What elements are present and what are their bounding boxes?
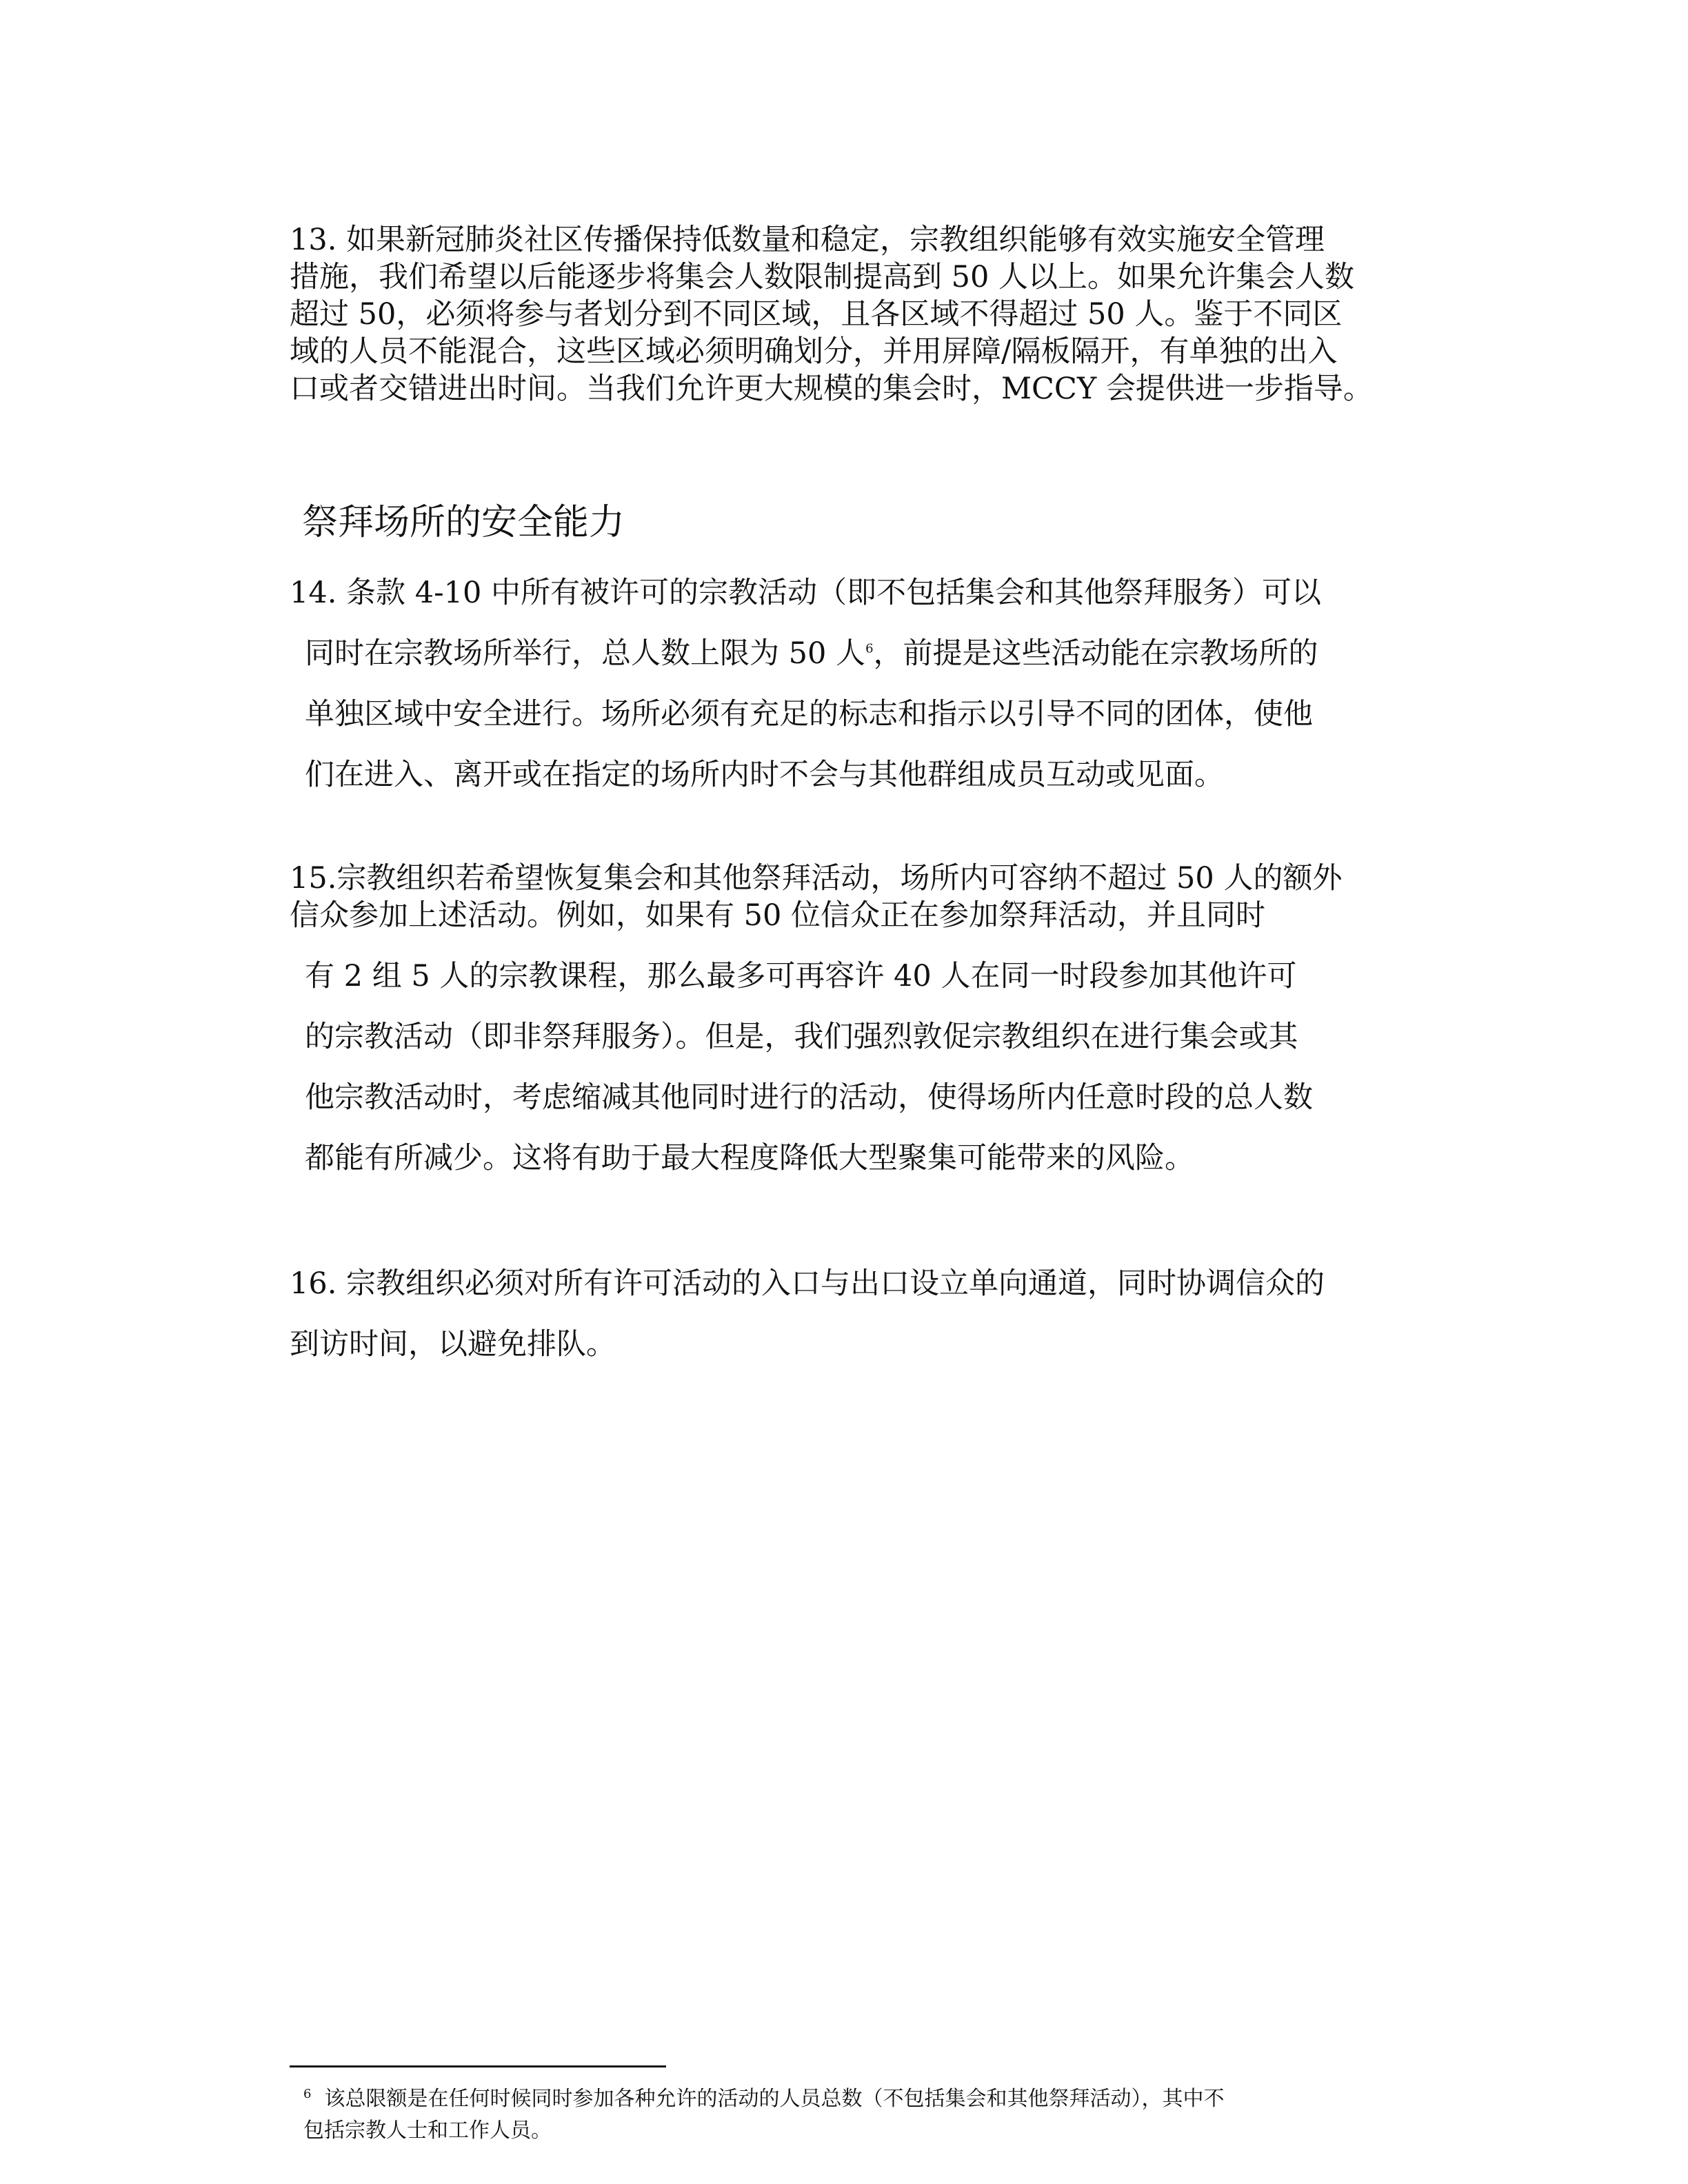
paragraph-15-line-1 — [290, 858, 1342, 899]
paragraph-14-line-3: 单独区域中安全进行。场所必须有充足的标志和指示以引导不同的团体，使他 — [305, 697, 1313, 731]
paragraph-14-line-2-start: 同时在宗教场所举行， — [305, 636, 601, 671]
paragraph-13-line-4: 域的人员不能混合，这些区域必须明确划分，并用屏障/隔板隔开，有单独的出入 — [290, 334, 1338, 369]
footnote-line-2: 包括宗教人士和工作人员。 — [303, 2119, 552, 2143]
paragraph-13-line-2: 措施，我们希望以后能逐步将集会人数限制提高到 50 人以上。如果允许集会人数 — [290, 260, 1355, 294]
paragraph-15-line-2-rest: 例如，如果有 50 位信众正在参加祭拜活动，并且同时 — [556, 898, 1266, 933]
section-heading: 祭拜场所的安全能力 — [302, 502, 625, 543]
paragraph-13-line-3: 超过 50，必须将参与者划分到不同区域，且各区域不得超过 50 人。鉴于不同区 — [290, 297, 1343, 332]
paragraph-15-line-6: 都能有所减少。这将有助于最大程度降低大型聚集可能带来的风险。 — [305, 1141, 1194, 1175]
footnote-separator — [290, 2065, 666, 2067]
footnote-marker: 6 — [303, 2087, 312, 2101]
footnote-line-1 — [303, 2085, 1225, 2114]
paragraph-14-line-1: 14. 条款 4-10 中所有被许可的宗教活动（即不包括集会和其他祭拜服务）可以 — [290, 576, 1321, 610]
paragraph-15-line-5: 他宗教活动时，考虑缩减其他同时进行的活动，使得场所内任意时段的总人数 — [305, 1080, 1313, 1115]
footnote-text-line-1: 该总限额是在任何时候同时参加各种允许的活动的人员总数（不包括集会和其他祭拜活动），其中不 — [324, 2087, 1225, 2111]
paragraph-16-line-1: 16. 宗教组织必须对所有许可活动的入口与出口设立单向通道，同时协调信众的 — [290, 1266, 1325, 1301]
paragraph-14-line-2 — [305, 633, 1318, 674]
paragraph-13-line-5: 口或者交错进出时间。当我们允许更大规模的集会时，MCCY 会提供进一步指导。 — [290, 372, 1373, 406]
paragraph-15-line-2 — [290, 895, 1265, 936]
paragraph-15-bold-line-1: 宗教组织若希望恢复集会和其他祭拜活动，场所内可容纳不超过 50 人的额外 — [336, 861, 1343, 896]
paragraph-15-number: 15. — [290, 861, 337, 896]
footnote-reference: 6 — [865, 641, 874, 656]
paragraph-15-line-4: 的宗教活动（即非祭拜服务）。但是，我们强烈敦促宗教组织在进行集会或其 — [305, 1020, 1298, 1054]
paragraph-15-bold-line-2: 信众参加上述活动。 — [290, 898, 556, 933]
paragraph-16-line-2: 到访时间，以避免排队。 — [290, 1327, 616, 1362]
paragraph-15-line-3: 有 2 组 5 人的宗教课程，那么最多可再容许 40 人在同一时段参加其他许可 — [305, 959, 1297, 993]
paragraph-13-line-1: 13. 如果新冠肺炎社区传播保持低数量和稳定，宗教组织能够有效实施安全管理 — [290, 223, 1325, 257]
paragraph-14-line-4: 们在进入、离开或在指定的场所内时不会与其他群组成员互动或见面。 — [305, 758, 1224, 792]
paragraph-14-line-2-end: ，前提是这些活动能在宗教场所的 — [873, 636, 1318, 671]
participant-limit-text: 总人数上限为 50 人 — [601, 636, 866, 671]
